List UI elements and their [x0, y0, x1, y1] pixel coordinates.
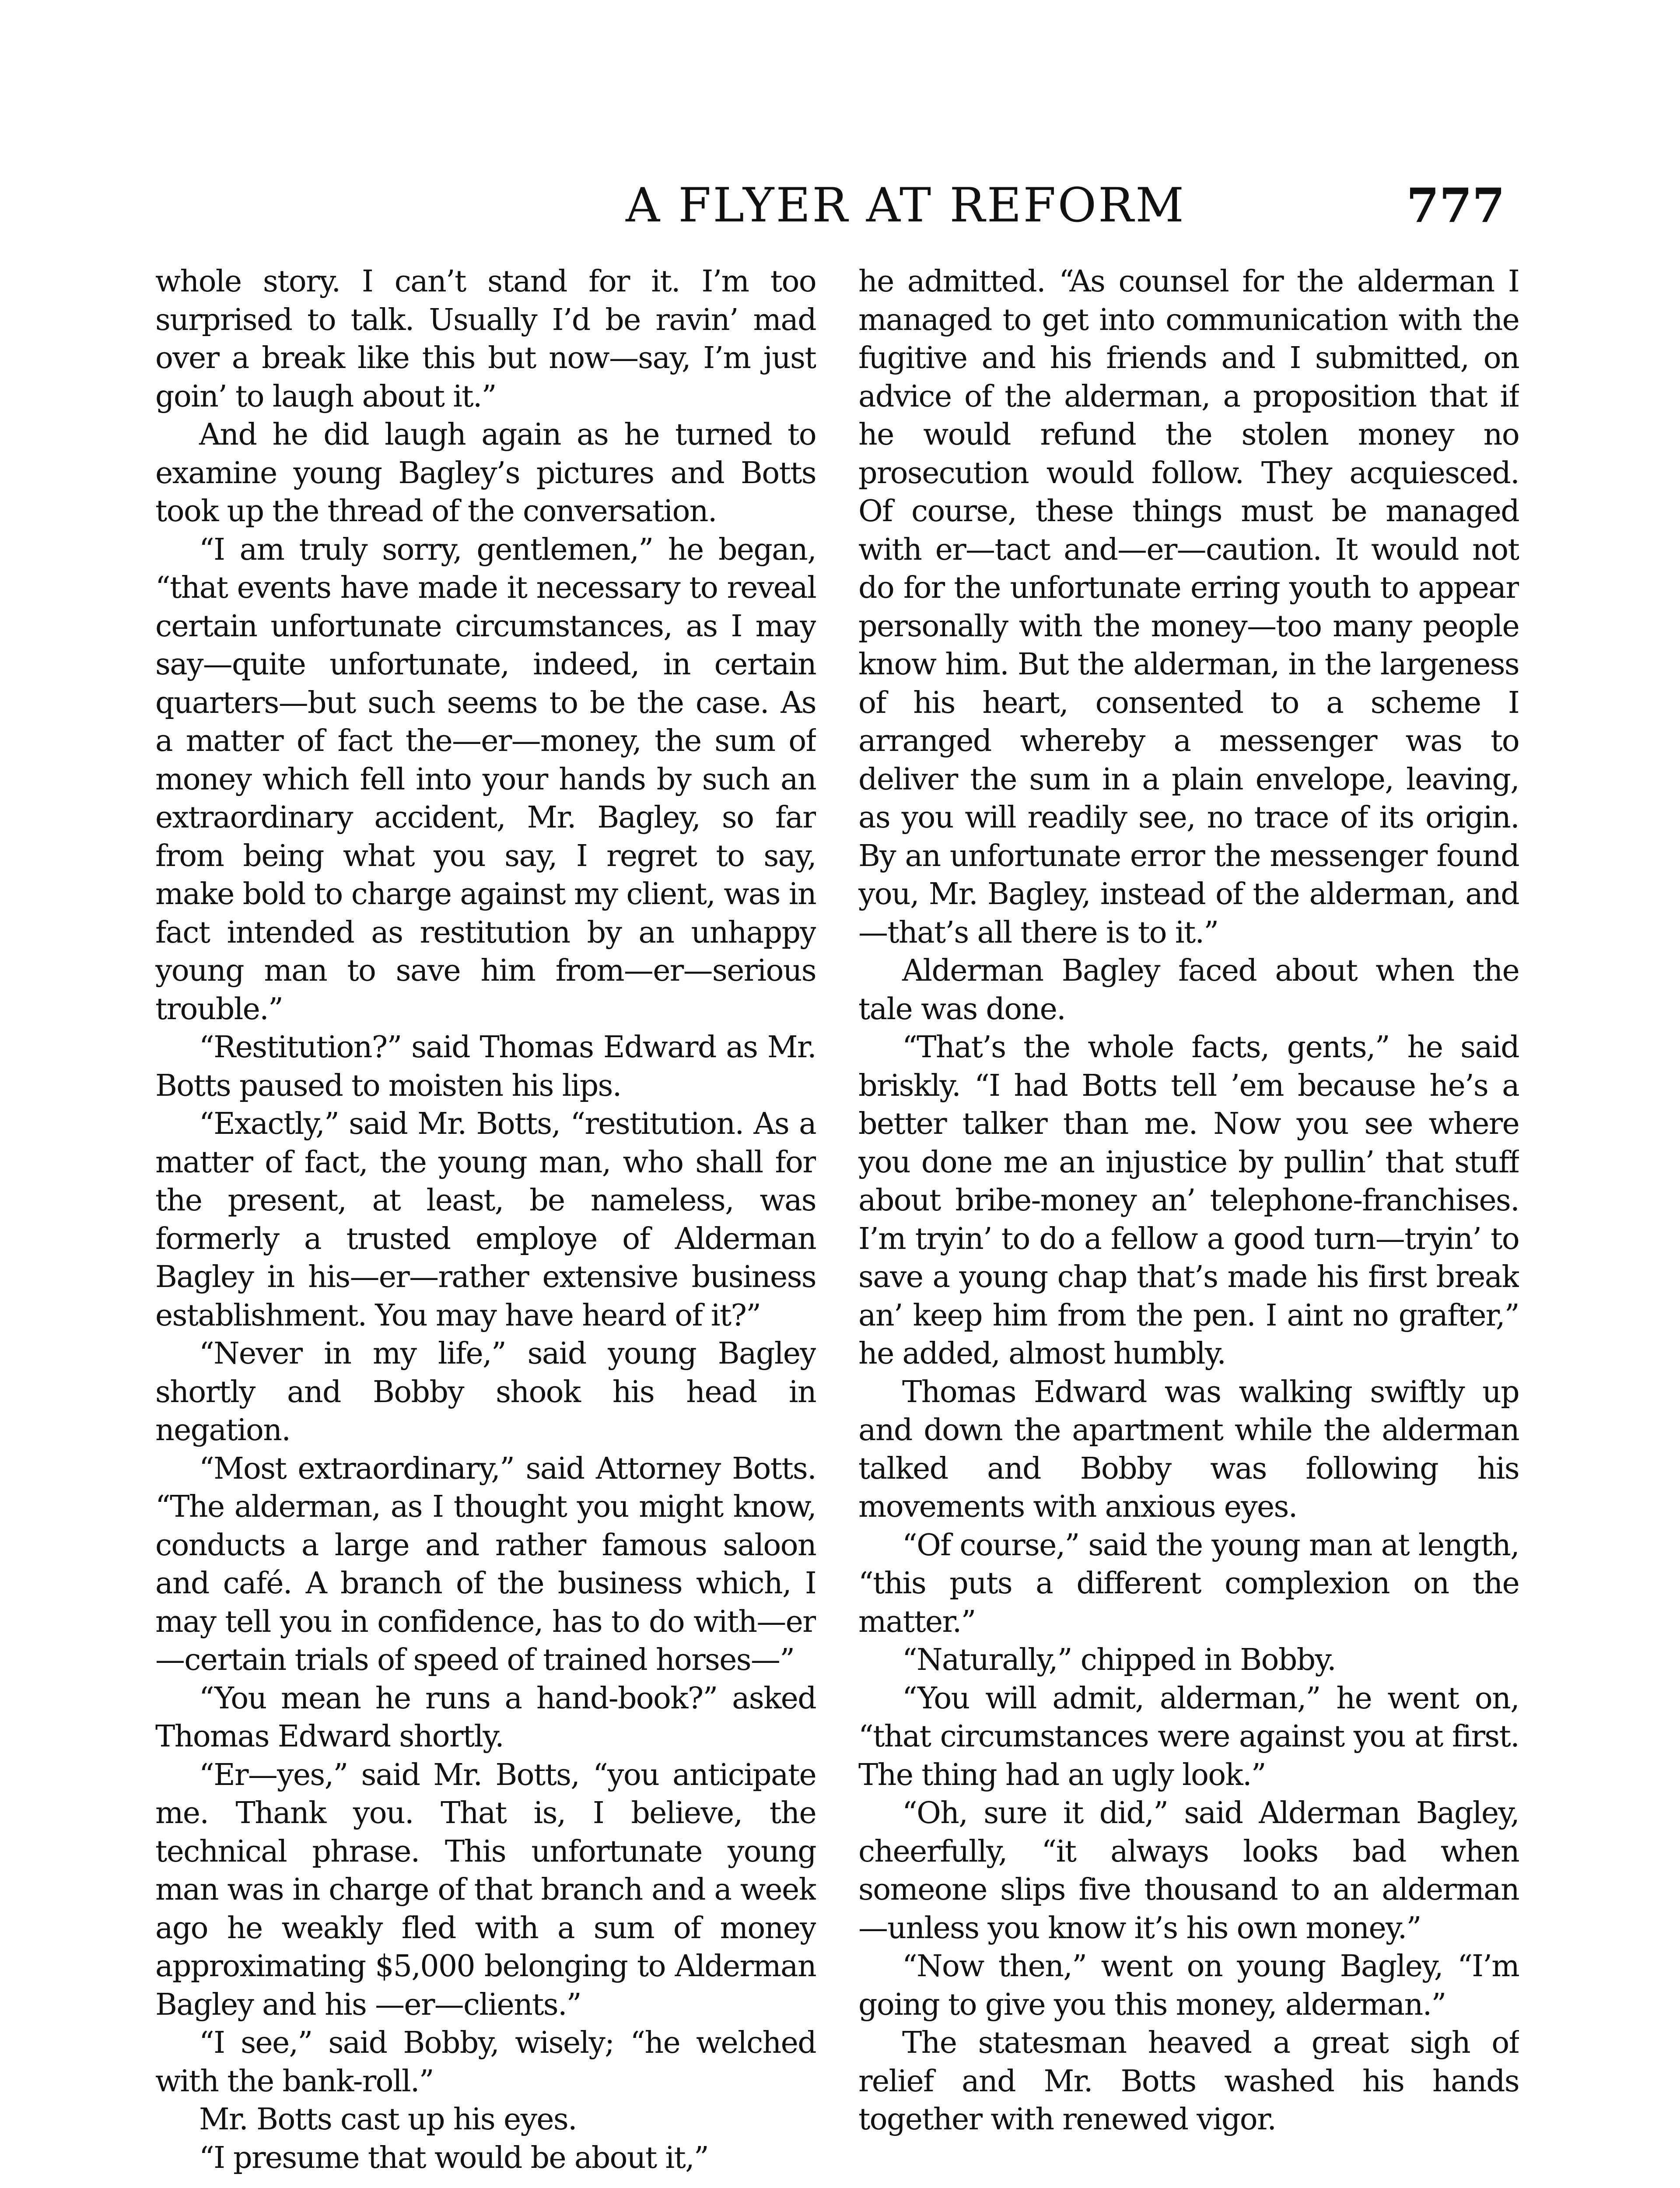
paragraph: Mr. Botts cast up his eyes.: [199, 2102, 577, 2137]
paragraph: “Oh, sure it did,” said Alderman Bagley, cheerfully, “it always looks bad when someone slips five thousand to an alderman—unless you know it’s his own money.”: [858, 1796, 1519, 1946]
paragraph: “I presume that would be about it,”: [199, 2140, 709, 2175]
paragraph: Thomas Edward was walking swiftly up and down the apartment while the alderman talked and Bobby was following his movements with anxious eyes.: [858, 1375, 1519, 1524]
left-column: [155, 263, 816, 2188]
page-number: 777: [1406, 178, 1505, 233]
paragraph: The statesman heaved a great sigh of relief and Mr. Botts washed his hands together with renewed vigor.: [858, 2026, 1519, 2137]
paragraph: “Er—yes,” said Mr. Botts, “you anticipate me. Thank you. That is, I believe, the technical phrase. This unfortunate young man was in charge of that branch and a week ago he weakly fled with a sum of money approximating $5,000 belonging to Alderman Bagley and his —er—clients.”: [155, 1757, 816, 2022]
paragraph: “You will admit, alderman,” he went on, “that circumstances were against you at first. The thing had an ugly look.”: [858, 1681, 1519, 1792]
paragraph: “Most extraordinary,” said Attorney Botts. “The alderman, as I thought you might know, conducts a large and rather famous saloon and café. A branch of the business which, I may tell you in confidence, has to do with—er—certain trials of speed of trained horses—”: [155, 1451, 816, 1677]
running-title: A FLYER AT REFORM: [626, 178, 1186, 233]
paragraph: “I see,” said Bobby, wisely; “he welched with the bank-roll.”: [155, 2026, 816, 2099]
paragraph: whole story. I can’t stand for it. I’m too surprised to talk. Usually I’d be ravin’ mad over a break like this but now—say, I’m just goin’ to laugh about it.”: [155, 264, 816, 414]
paragraph: “Naturally,” chipped in Bobby.: [902, 1643, 1336, 1677]
paragraph: “You mean he runs a hand-book?” asked Thomas Edward shortly.: [155, 1681, 816, 1754]
paragraph: “Of course,” said the young man at length, “this puts a different complexion on the matter.”: [858, 1528, 1519, 1639]
paragraph: he admitted. “As counsel for the alderman I managed to get into communication with the fugitive and his friends and I submitted, on advice of the alderman, a proposition that if he would refund the stolen money no prosecution would follow. They acquiesced. Of course, these things must be managed with er—tact and—er—caution. It would not do for the unfortunate erring youth to appear personally with the money—too many people know him. But the alderman, in the largeness of his heart, consented to a scheme I arranged whereby a messenger was to deliver the sum in a plain envelope, leaving, as you will readily see, no trace of its origin. By an unfortunate error the messenger found you, Mr. Bagley, instead of the alderman, and—that’s all there is to it.”: [858, 264, 1519, 950]
paragraph: “Exactly,” said Mr. Botts, “restitution. As a matter of fact, the young man, who shall for the present, at least, be nameless, was formerly a trusted employe of Alderman Bagley in his—er—rather extensive business establishment. You may have heard of it?”: [155, 1107, 816, 1333]
page-header: [140, 175, 1505, 236]
paragraph: “I am truly sorry, gentlemen,” he began, “that events have made it necessary to reveal certain unfortunate circumstances, as I may say—quite unfortunate, indeed, in certain quarters—but such seems to be the case. As a matter of fact the—er—money, the sum of money which fell into your hands by such an extraordinary accident, Mr. Bagley, so far from being what you say, I regret to say, make bold to charge against my client, was in fact intended as restitution by an unhappy young man to save him from—er—serious trouble.”: [155, 532, 816, 1027]
paragraph: “Never in my life,” said young Bagley shortly and Bobby shook his head in negation.: [155, 1336, 816, 1448]
paragraph: “That’s the whole facts, gents,” he said briskly. “I had Botts tell ’em because he’s a better talker than me. Now you see where you done me an injustice by pullin’ that stuff about bribe-money an’ telephone-franchises. I’m tryin’ to do a fellow a good turn—tryin’ to save a young chap that’s made his first break an’ keep him from the pen. I aint no grafter,” he added, almost humbly.: [858, 1030, 1519, 1371]
paragraph: And he did laugh again as he turned to examine young Bagley’s pictures and Botts took up the thread of the conversation.: [155, 417, 816, 529]
paragraph: Alderman Bagley faced about when the tale was done.: [858, 954, 1519, 1027]
paragraph: “Restitution?” said Thomas Edward as Mr. Botts paused to moisten his lips.: [155, 1030, 816, 1103]
right-column: [858, 263, 1519, 2188]
paragraph: “Now then,” went on young Bagley, “I’m going to give you this money, alderman.”: [858, 1949, 1519, 2022]
